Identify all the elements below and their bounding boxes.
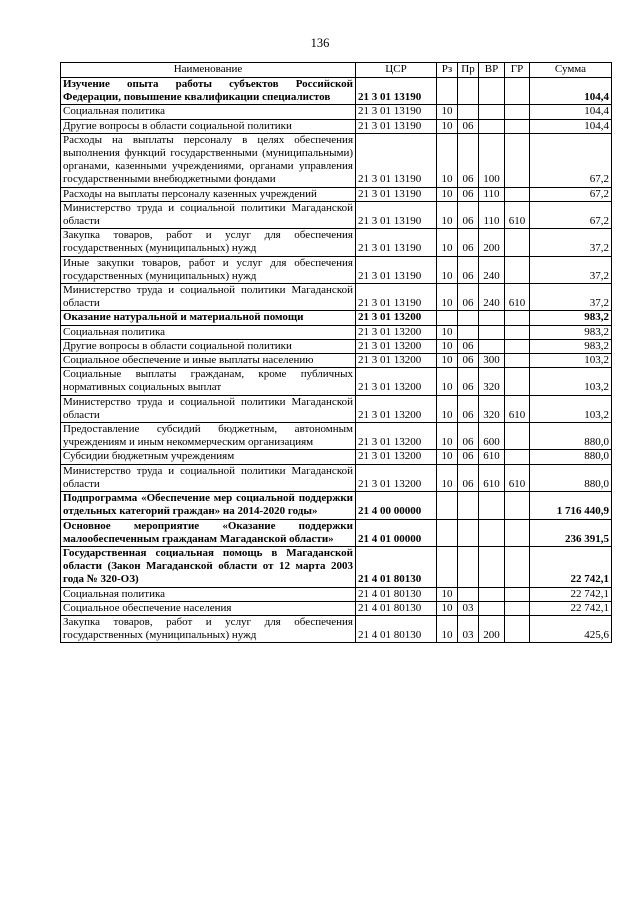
cell-vr: 610 bbox=[479, 450, 505, 464]
header-name: Наименование bbox=[61, 63, 356, 78]
cell-sum: 37,2 bbox=[530, 229, 612, 256]
cell-sum: 67,2 bbox=[530, 201, 612, 228]
cell-pr: 06 bbox=[458, 133, 479, 187]
cell-csr: 21 3 01 13200 bbox=[356, 464, 437, 491]
cell-sum: 104,4 bbox=[530, 119, 612, 133]
cell-name: Предоставление субсидий бюджетным, автономным учреждениям и иным некоммерческим организациям bbox=[61, 423, 356, 450]
cell-sum: 104,4 bbox=[530, 78, 612, 105]
cell-rz: 10 bbox=[437, 187, 458, 201]
cell-rz bbox=[437, 546, 458, 587]
cell-csr: 21 4 01 80130 bbox=[356, 546, 437, 587]
cell-name: Иные закупки товаров, работ и услуг для обеспечения государственных (муниципальных) нужд bbox=[61, 256, 356, 283]
cell-sum: 103,2 bbox=[530, 354, 612, 368]
cell-gr bbox=[505, 519, 530, 546]
cell-vr bbox=[479, 546, 505, 587]
cell-pr: 06 bbox=[458, 368, 479, 395]
cell-rz: 10 bbox=[437, 133, 458, 187]
cell-gr: 610 bbox=[505, 201, 530, 228]
cell-sum: 103,2 bbox=[530, 395, 612, 422]
table-header-row bbox=[61, 63, 612, 78]
cell-csr: 21 3 01 13190 bbox=[356, 256, 437, 283]
table-row bbox=[61, 368, 612, 395]
header-pr: Пр bbox=[458, 63, 479, 78]
table-row bbox=[61, 601, 612, 615]
table-row bbox=[61, 450, 612, 464]
cell-name: Основное мероприятие «Оказание поддержки малообеспеченным гражданам Магаданской области» bbox=[61, 519, 356, 546]
cell-gr bbox=[505, 423, 530, 450]
cell-rz: 10 bbox=[437, 119, 458, 133]
cell-pr bbox=[458, 325, 479, 339]
table-row bbox=[61, 256, 612, 283]
cell-pr: 06 bbox=[458, 450, 479, 464]
cell-rz: 10 bbox=[437, 284, 458, 311]
cell-pr: 03 bbox=[458, 615, 479, 642]
cell-pr: 06 bbox=[458, 256, 479, 283]
cell-sum: 1 716 440,9 bbox=[530, 492, 612, 519]
cell-gr bbox=[505, 339, 530, 353]
cell-rz: 10 bbox=[437, 325, 458, 339]
cell-sum: 880,0 bbox=[530, 464, 612, 491]
cell-rz: 10 bbox=[437, 229, 458, 256]
cell-vr: 300 bbox=[479, 354, 505, 368]
cell-rz bbox=[437, 492, 458, 519]
table-row bbox=[61, 339, 612, 353]
cell-csr: 21 3 01 13200 bbox=[356, 450, 437, 464]
cell-csr: 21 3 01 13200 bbox=[356, 395, 437, 422]
cell-sum: 103,2 bbox=[530, 368, 612, 395]
cell-pr: 06 bbox=[458, 423, 479, 450]
cell-pr bbox=[458, 519, 479, 546]
cell-sum: 22 742,1 bbox=[530, 601, 612, 615]
cell-csr: 21 3 01 13190 bbox=[356, 119, 437, 133]
cell-rz: 10 bbox=[437, 256, 458, 283]
cell-gr bbox=[505, 615, 530, 642]
cell-gr bbox=[505, 587, 530, 601]
cell-name: Расходы на выплаты персоналу казенных учреждений bbox=[61, 187, 356, 201]
cell-vr bbox=[479, 492, 505, 519]
cell-rz bbox=[437, 78, 458, 105]
table-row bbox=[61, 464, 612, 491]
cell-rz: 10 bbox=[437, 354, 458, 368]
cell-csr: 21 4 01 80130 bbox=[356, 615, 437, 642]
cell-pr: 03 bbox=[458, 601, 479, 615]
cell-vr: 110 bbox=[479, 201, 505, 228]
cell-name: Социальная политика bbox=[61, 105, 356, 119]
cell-rz bbox=[437, 311, 458, 325]
table-row bbox=[61, 395, 612, 422]
table-row bbox=[61, 492, 612, 519]
cell-csr: 21 3 01 13200 bbox=[356, 368, 437, 395]
cell-pr: 06 bbox=[458, 464, 479, 491]
cell-sum: 425,6 bbox=[530, 615, 612, 642]
page-number: 136 bbox=[310, 36, 330, 50]
cell-vr bbox=[479, 519, 505, 546]
table-row bbox=[61, 187, 612, 201]
cell-vr: 610 bbox=[479, 464, 505, 491]
cell-csr: 21 3 01 13190 bbox=[356, 201, 437, 228]
cell-gr: 610 bbox=[505, 464, 530, 491]
cell-pr: 06 bbox=[458, 354, 479, 368]
cell-name: Субсидии бюджетным учреждениям bbox=[61, 450, 356, 464]
table-row bbox=[61, 546, 612, 587]
table-row bbox=[61, 105, 612, 119]
cell-sum: 983,2 bbox=[530, 325, 612, 339]
cell-csr: 21 3 01 13200 bbox=[356, 325, 437, 339]
cell-sum: 22 742,1 bbox=[530, 587, 612, 601]
cell-csr: 21 3 01 13190 bbox=[356, 105, 437, 119]
cell-gr bbox=[505, 187, 530, 201]
cell-name: Министерство труда и социальной политики Магаданской области bbox=[61, 464, 356, 491]
cell-name: Социальное обеспечение и иные выплаты населению bbox=[61, 354, 356, 368]
table-row bbox=[61, 229, 612, 256]
cell-pr bbox=[458, 492, 479, 519]
cell-gr bbox=[505, 546, 530, 587]
cell-rz: 10 bbox=[437, 464, 458, 491]
cell-pr: 06 bbox=[458, 187, 479, 201]
cell-rz: 10 bbox=[437, 601, 458, 615]
cell-rz: 10 bbox=[437, 105, 458, 119]
cell-rz: 10 bbox=[437, 395, 458, 422]
cell-name: Министерство труда и социальной политики Магаданской области bbox=[61, 201, 356, 228]
table-row bbox=[61, 423, 612, 450]
cell-vr: 100 bbox=[479, 133, 505, 187]
table-row bbox=[61, 133, 612, 187]
cell-csr: 21 3 01 13200 bbox=[356, 423, 437, 450]
cell-name: Закупка товаров, работ и услуг для обеспечения государственных (муниципальных) нужд bbox=[61, 615, 356, 642]
cell-pr: 06 bbox=[458, 339, 479, 353]
cell-gr: 610 bbox=[505, 395, 530, 422]
cell-sum: 880,0 bbox=[530, 450, 612, 464]
cell-name: Другие вопросы в области социальной политики bbox=[61, 339, 356, 353]
header-csr: ЦСР bbox=[356, 63, 437, 78]
cell-pr: 06 bbox=[458, 229, 479, 256]
cell-sum: 37,2 bbox=[530, 256, 612, 283]
cell-sum: 37,2 bbox=[530, 284, 612, 311]
cell-rz bbox=[437, 519, 458, 546]
cell-gr bbox=[505, 105, 530, 119]
cell-pr: 06 bbox=[458, 201, 479, 228]
table-row bbox=[61, 284, 612, 311]
table-row bbox=[61, 119, 612, 133]
cell-rz: 10 bbox=[437, 450, 458, 464]
cell-sum: 983,2 bbox=[530, 339, 612, 353]
cell-name: Министерство труда и социальной политики Магаданской области bbox=[61, 284, 356, 311]
cell-csr: 21 3 01 13200 bbox=[356, 339, 437, 353]
cell-vr: 600 bbox=[479, 423, 505, 450]
header-gr: ГР bbox=[505, 63, 530, 78]
cell-name: Подпрограмма «Обеспечение мер социальной поддержки отдельных категорий граждан» на 2014-2020 годы» bbox=[61, 492, 356, 519]
cell-sum: 104,4 bbox=[530, 105, 612, 119]
cell-csr: 21 4 00 00000 bbox=[356, 492, 437, 519]
cell-name: Министерство труда и социальной политики Магаданской области bbox=[61, 395, 356, 422]
cell-csr: 21 3 01 13190 bbox=[356, 187, 437, 201]
cell-vr bbox=[479, 587, 505, 601]
cell-gr bbox=[505, 256, 530, 283]
cell-csr: 21 3 01 13190 bbox=[356, 133, 437, 187]
cell-vr: 320 bbox=[479, 395, 505, 422]
cell-csr: 21 3 01 13190 bbox=[356, 284, 437, 311]
cell-vr bbox=[479, 339, 505, 353]
cell-name: Социальная политика bbox=[61, 587, 356, 601]
table-row bbox=[61, 311, 612, 325]
cell-gr bbox=[505, 368, 530, 395]
cell-gr bbox=[505, 450, 530, 464]
cell-sum: 983,2 bbox=[530, 311, 612, 325]
table-row bbox=[61, 519, 612, 546]
cell-gr bbox=[505, 229, 530, 256]
table-row bbox=[61, 78, 612, 105]
cell-gr bbox=[505, 354, 530, 368]
cell-gr bbox=[505, 133, 530, 187]
cell-csr: 21 4 01 80130 bbox=[356, 601, 437, 615]
cell-name: Расходы на выплаты персоналу в целях обеспечения выполнения функций государственными (муниципальными) органами, казенными учреждениями, органами управления государственными внебюджетными фондами bbox=[61, 133, 356, 187]
header-vr: ВР bbox=[479, 63, 505, 78]
table-row bbox=[61, 354, 612, 368]
cell-vr bbox=[479, 601, 505, 615]
cell-name: Изучение опыта работы субъектов Российской Федерации, повышение квалификации специалистов bbox=[61, 78, 356, 105]
cell-gr bbox=[505, 311, 530, 325]
cell-pr bbox=[458, 587, 479, 601]
cell-csr: 21 4 01 80130 bbox=[356, 587, 437, 601]
header-rz: Рз bbox=[437, 63, 458, 78]
cell-vr: 200 bbox=[479, 229, 505, 256]
cell-sum: 236 391,5 bbox=[530, 519, 612, 546]
cell-vr bbox=[479, 78, 505, 105]
cell-pr: 06 bbox=[458, 284, 479, 311]
cell-csr: 21 3 01 13200 bbox=[356, 311, 437, 325]
cell-vr: 110 bbox=[479, 187, 505, 201]
cell-vr: 240 bbox=[479, 256, 505, 283]
cell-pr: 06 bbox=[458, 395, 479, 422]
cell-vr: 240 bbox=[479, 284, 505, 311]
cell-csr: 21 3 01 13190 bbox=[356, 229, 437, 256]
cell-sum: 67,2 bbox=[530, 187, 612, 201]
table-row bbox=[61, 587, 612, 601]
table-row bbox=[61, 201, 612, 228]
cell-name: Государственная социальная помощь в Магаданской области (Закон Магаданской области от 12 марта 2003 года № 320-ОЗ) bbox=[61, 546, 356, 587]
cell-rz: 10 bbox=[437, 615, 458, 642]
cell-gr bbox=[505, 119, 530, 133]
cell-rz: 10 bbox=[437, 587, 458, 601]
cell-rz: 10 bbox=[437, 423, 458, 450]
cell-pr bbox=[458, 311, 479, 325]
cell-name: Социальное обеспечение населения bbox=[61, 601, 356, 615]
cell-sum: 880,0 bbox=[530, 423, 612, 450]
cell-vr bbox=[479, 105, 505, 119]
header-sum: Сумма bbox=[530, 63, 612, 78]
cell-name: Другие вопросы в области социальной политики bbox=[61, 119, 356, 133]
cell-sum: 67,2 bbox=[530, 133, 612, 187]
cell-vr bbox=[479, 119, 505, 133]
cell-vr: 200 bbox=[479, 615, 505, 642]
cell-pr bbox=[458, 546, 479, 587]
cell-gr bbox=[505, 78, 530, 105]
cell-sum: 22 742,1 bbox=[530, 546, 612, 587]
cell-gr bbox=[505, 492, 530, 519]
cell-vr bbox=[479, 325, 505, 339]
cell-csr: 21 3 01 13200 bbox=[356, 354, 437, 368]
cell-name: Закупка товаров, работ и услуг для обеспечения государственных (муниципальных) нужд bbox=[61, 229, 356, 256]
cell-csr: 21 3 01 13190 bbox=[356, 78, 437, 105]
cell-gr: 610 bbox=[505, 284, 530, 311]
cell-pr: 06 bbox=[458, 119, 479, 133]
table-row bbox=[61, 615, 612, 642]
cell-name: Оказание натуральной и материальной помощи bbox=[61, 311, 356, 325]
cell-vr: 320 bbox=[479, 368, 505, 395]
cell-gr bbox=[505, 601, 530, 615]
budget-table bbox=[60, 62, 612, 643]
cell-name: Социальная политика bbox=[61, 325, 356, 339]
cell-pr bbox=[458, 105, 479, 119]
cell-csr: 21 4 01 00000 bbox=[356, 519, 437, 546]
cell-vr bbox=[479, 311, 505, 325]
cell-name: Социальные выплаты гражданам, кроме публичных нормативных социальных выплат bbox=[61, 368, 356, 395]
cell-gr bbox=[505, 325, 530, 339]
cell-rz: 10 bbox=[437, 368, 458, 395]
cell-rz: 10 bbox=[437, 201, 458, 228]
cell-rz: 10 bbox=[437, 339, 458, 353]
table-row bbox=[61, 325, 612, 339]
cell-pr bbox=[458, 78, 479, 105]
